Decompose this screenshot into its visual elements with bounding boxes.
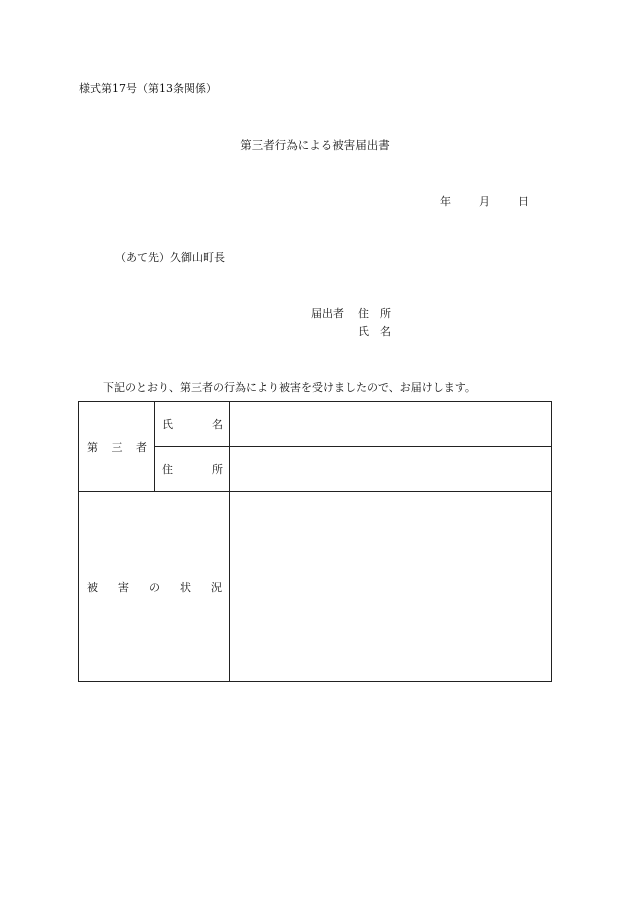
applicant-label: 届出者 [311,307,344,320]
damage-report-table [78,401,552,682]
label-char: 所 [212,463,223,476]
applicant-name-label: 氏 名 [358,325,391,338]
damage-situation-label [79,492,230,682]
statement-text: 下記のとおり、第三者の行為により被害を受けましたので、お届けします。 [103,381,476,394]
applicant-address-label: 住 所 [358,307,391,320]
third-party-header [79,402,155,492]
label-char: 被 [87,580,98,594]
label-char: 住 [162,463,173,476]
third-party-char: 三 [111,440,123,454]
form-number: 様式第17号（第13条関係） [79,82,217,95]
third-party-address-field[interactable] [230,447,552,492]
label-char: 名 [212,418,223,431]
date-day-label: 日 [518,195,529,208]
date-month-label: 月 [479,195,490,208]
label-char: 氏 [162,418,173,431]
addressee: （あて先）久御山町長 [115,251,225,264]
date-line [440,193,529,209]
third-party-char: 者 [136,440,147,454]
date-year-label: 年 [440,195,451,208]
label-char: 状 [180,580,191,594]
damage-situation-field[interactable] [230,492,552,682]
document-title: 第三者行為による被害届出書 [240,138,390,152]
third-party-name-label [155,402,230,447]
third-party-name-field[interactable] [230,402,552,447]
third-party-char: 第 [87,440,98,454]
label-char: の [149,580,160,594]
third-party-address-label [155,447,230,492]
label-char: 況 [211,580,222,594]
label-char: 害 [118,580,129,594]
